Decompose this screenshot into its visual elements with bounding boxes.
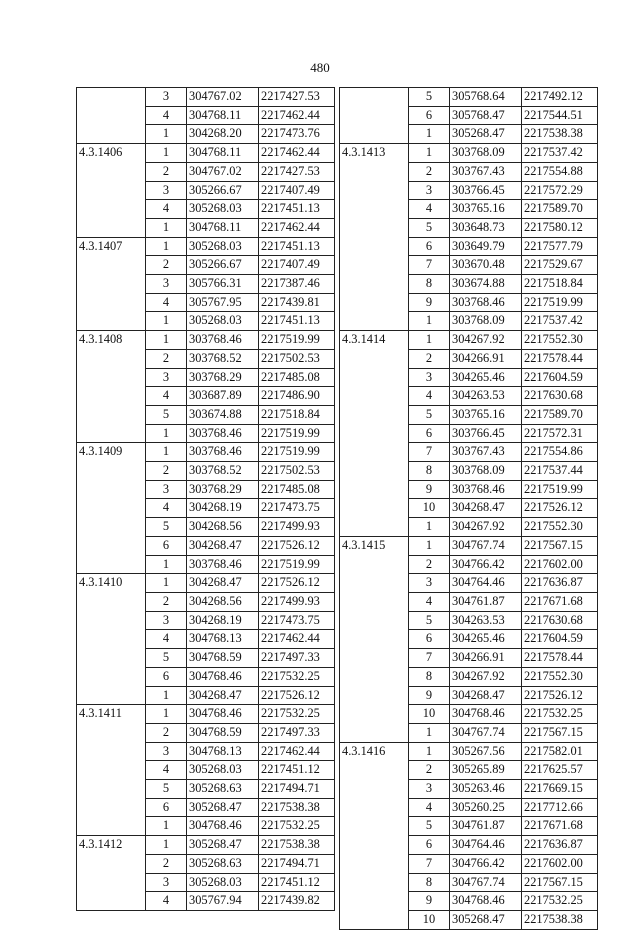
point-number: 1 — [146, 574, 187, 593]
point-number: 10 — [409, 499, 450, 518]
point-number: 5 — [146, 405, 187, 424]
x-coordinate: 304263.53 — [450, 611, 522, 630]
y-coordinate: 2217519.99 — [259, 424, 335, 443]
point-number: 1 — [146, 237, 187, 256]
point-number: 9 — [409, 892, 450, 911]
table-row — [77, 144, 335, 163]
point-number: 2 — [409, 761, 450, 780]
x-coordinate: 305268.63 — [187, 780, 259, 799]
y-coordinate: 2217526.12 — [522, 686, 598, 705]
point-number: 3 — [146, 88, 187, 107]
x-coordinate: 304768.46 — [187, 817, 259, 836]
point-number: 5 — [146, 780, 187, 799]
point-number: 5 — [409, 218, 450, 237]
y-coordinate: 2217526.12 — [259, 536, 335, 555]
point-number: 1 — [409, 312, 450, 331]
point-number: 5 — [146, 518, 187, 537]
y-coordinate: 2217499.93 — [259, 518, 335, 537]
point-number: 7 — [409, 443, 450, 462]
point-number: 9 — [409, 293, 450, 312]
point-number: 2 — [146, 462, 187, 481]
point-number: 3 — [146, 181, 187, 200]
point-number: 1 — [146, 424, 187, 443]
x-coordinate: 304267.92 — [450, 518, 522, 537]
point-number: 5 — [409, 611, 450, 630]
point-number: 4 — [409, 387, 450, 406]
point-number: 3 — [409, 181, 450, 200]
x-coordinate: 305268.03 — [187, 312, 259, 331]
x-coordinate: 303768.46 — [187, 443, 259, 462]
y-coordinate: 2217427.53 — [259, 162, 335, 181]
table-row — [77, 237, 335, 256]
y-coordinate: 2217451.13 — [259, 237, 335, 256]
x-coordinate: 303670.48 — [450, 256, 522, 275]
y-coordinate: 2217552.30 — [522, 331, 598, 350]
y-coordinate: 2217567.15 — [522, 873, 598, 892]
point-number: 1 — [146, 218, 187, 237]
point-number: 6 — [409, 424, 450, 443]
x-coordinate: 303768.46 — [187, 555, 259, 574]
point-number: 4 — [146, 630, 187, 649]
y-coordinate: 2217485.08 — [259, 480, 335, 499]
y-coordinate: 2217636.87 — [522, 574, 598, 593]
y-coordinate: 2217518.84 — [522, 275, 598, 294]
point-number: 8 — [409, 667, 450, 686]
x-coordinate: 305267.56 — [450, 742, 522, 761]
point-number: 3 — [146, 480, 187, 499]
x-coordinate: 304268.19 — [187, 499, 259, 518]
point-number: 4 — [409, 798, 450, 817]
y-coordinate: 2217589.70 — [522, 200, 598, 219]
x-coordinate: 305268.03 — [187, 237, 259, 256]
point-number: 4 — [146, 761, 187, 780]
y-coordinate: 2217582.01 — [522, 742, 598, 761]
point-number: 7 — [409, 649, 450, 668]
x-coordinate: 304768.59 — [187, 723, 259, 742]
parcel-id: 4.3.1408 — [77, 331, 146, 443]
y-coordinate: 2217625.57 — [522, 761, 598, 780]
parcel-id: 4.3.1412 — [77, 836, 146, 911]
y-coordinate: 2217532.25 — [259, 667, 335, 686]
point-number: 3 — [146, 873, 187, 892]
x-coordinate: 303674.88 — [450, 275, 522, 294]
y-coordinate: 2217630.68 — [522, 387, 598, 406]
point-number: 1 — [146, 817, 187, 836]
y-coordinate: 2217526.12 — [259, 686, 335, 705]
y-coordinate: 2217538.38 — [522, 910, 598, 929]
point-number: 5 — [409, 88, 450, 107]
y-coordinate: 2217532.25 — [259, 705, 335, 724]
point-number: 1 — [146, 144, 187, 163]
x-coordinate: 304266.91 — [450, 649, 522, 668]
x-coordinate: 304268.47 — [187, 574, 259, 593]
x-coordinate: 303768.46 — [450, 293, 522, 312]
point-number: 3 — [409, 574, 450, 593]
y-coordinate: 2217518.84 — [259, 405, 335, 424]
point-number: 2 — [146, 349, 187, 368]
y-coordinate: 2217671.68 — [522, 592, 598, 611]
x-coordinate: 303768.29 — [187, 480, 259, 499]
y-coordinate: 2217387.46 — [259, 275, 335, 294]
x-coordinate: 304768.13 — [187, 742, 259, 761]
point-number: 4 — [146, 106, 187, 125]
x-coordinate: 304768.11 — [187, 218, 259, 237]
x-coordinate: 304768.46 — [450, 705, 522, 724]
y-coordinate: 2217519.99 — [259, 555, 335, 574]
y-coordinate: 2217439.82 — [259, 892, 335, 911]
y-coordinate: 2217494.71 — [259, 780, 335, 799]
parcel-id — [77, 88, 146, 144]
point-number: 1 — [409, 125, 450, 144]
y-coordinate: 2217554.88 — [522, 162, 598, 181]
parcel-id: 4.3.1413 — [340, 144, 409, 331]
point-number: 3 — [146, 368, 187, 387]
point-number: 1 — [146, 443, 187, 462]
parcel-id: 4.3.1414 — [340, 331, 409, 537]
point-number: 2 — [409, 162, 450, 181]
y-coordinate: 2217519.99 — [259, 443, 335, 462]
point-number: 8 — [409, 275, 450, 294]
x-coordinate: 304766.42 — [450, 555, 522, 574]
x-coordinate: 304268.47 — [450, 499, 522, 518]
point-number: 6 — [409, 106, 450, 125]
x-coordinate: 304767.74 — [450, 723, 522, 742]
x-coordinate: 304761.87 — [450, 817, 522, 836]
point-number: 1 — [409, 331, 450, 350]
y-coordinate: 2217572.31 — [522, 424, 598, 443]
table-row — [77, 331, 335, 350]
point-number: 7 — [409, 854, 450, 873]
page-number: 480 — [310, 60, 330, 75]
point-number: 9 — [409, 480, 450, 499]
y-coordinate: 2217538.38 — [259, 798, 335, 817]
y-coordinate: 2217577.79 — [522, 237, 598, 256]
point-number: 8 — [409, 873, 450, 892]
x-coordinate: 304766.42 — [450, 854, 522, 873]
point-number: 6 — [146, 798, 187, 817]
y-coordinate: 2217538.38 — [259, 836, 335, 855]
point-number: 2 — [409, 349, 450, 368]
table-row — [340, 742, 598, 761]
x-coordinate: 304268.47 — [187, 686, 259, 705]
x-coordinate: 304768.13 — [187, 630, 259, 649]
point-number: 5 — [146, 649, 187, 668]
y-coordinate: 2217552.30 — [522, 667, 598, 686]
y-coordinate: 2217669.15 — [522, 780, 598, 799]
y-coordinate: 2217462.44 — [259, 106, 335, 125]
x-coordinate: 305268.47 — [450, 125, 522, 144]
point-number: 10 — [409, 910, 450, 929]
y-coordinate: 2217578.44 — [522, 649, 598, 668]
point-number: 3 — [146, 742, 187, 761]
y-coordinate: 2217497.33 — [259, 723, 335, 742]
point-number: 2 — [409, 555, 450, 574]
y-coordinate: 2217439.81 — [259, 293, 335, 312]
table-row — [340, 331, 598, 350]
x-coordinate: 304268.19 — [187, 611, 259, 630]
y-coordinate: 2217462.44 — [259, 742, 335, 761]
x-coordinate: 305268.03 — [187, 761, 259, 780]
point-number: 1 — [146, 312, 187, 331]
y-coordinate: 2217451.12 — [259, 761, 335, 780]
x-coordinate: 303768.46 — [187, 331, 259, 350]
x-coordinate: 305260.25 — [450, 798, 522, 817]
point-number: 4 — [409, 200, 450, 219]
y-coordinate: 2217502.53 — [259, 462, 335, 481]
point-number: 1 — [409, 518, 450, 537]
point-number: 4 — [146, 387, 187, 406]
point-number: 9 — [409, 686, 450, 705]
x-coordinate: 305268.63 — [187, 854, 259, 873]
y-coordinate: 2217494.71 — [259, 854, 335, 873]
x-coordinate: 304761.87 — [450, 592, 522, 611]
point-number: 4 — [146, 200, 187, 219]
x-coordinate: 303674.88 — [187, 405, 259, 424]
x-coordinate: 304768.46 — [187, 667, 259, 686]
point-number: 5 — [409, 405, 450, 424]
y-coordinate: 2217473.75 — [259, 499, 335, 518]
x-coordinate: 304767.74 — [450, 873, 522, 892]
x-coordinate: 304268.47 — [450, 686, 522, 705]
y-coordinate: 2217544.51 — [522, 106, 598, 125]
x-coordinate: 305766.31 — [187, 275, 259, 294]
y-coordinate: 2217529.67 — [522, 256, 598, 275]
parcel-id: 4.3.1416 — [340, 742, 409, 929]
y-coordinate: 2217580.12 — [522, 218, 598, 237]
y-coordinate: 2217407.49 — [259, 256, 335, 275]
table-row — [77, 443, 335, 462]
y-coordinate: 2217572.29 — [522, 181, 598, 200]
x-coordinate: 305266.67 — [187, 181, 259, 200]
point-number: 3 — [409, 780, 450, 799]
y-coordinate: 2217537.44 — [522, 462, 598, 481]
point-number: 4 — [146, 892, 187, 911]
y-coordinate: 2217537.42 — [522, 312, 598, 331]
point-number: 7 — [409, 256, 450, 275]
point-number: 6 — [409, 836, 450, 855]
coordinates-table-left — [76, 87, 335, 911]
x-coordinate: 304268.56 — [187, 592, 259, 611]
x-coordinate: 305768.64 — [450, 88, 522, 107]
parcel-id: 4.3.1411 — [77, 705, 146, 836]
x-coordinate: 303648.73 — [450, 218, 522, 237]
x-coordinate: 303768.46 — [450, 480, 522, 499]
y-coordinate: 2217407.49 — [259, 181, 335, 200]
x-coordinate: 303768.52 — [187, 462, 259, 481]
x-coordinate: 303767.43 — [450, 443, 522, 462]
y-coordinate: 2217499.93 — [259, 592, 335, 611]
x-coordinate: 303768.09 — [450, 462, 522, 481]
point-number: 3 — [409, 368, 450, 387]
y-coordinate: 2217604.59 — [522, 630, 598, 649]
y-coordinate: 2217567.15 — [522, 723, 598, 742]
point-number: 1 — [146, 331, 187, 350]
y-coordinate: 2217519.99 — [259, 331, 335, 350]
x-coordinate: 304265.46 — [450, 630, 522, 649]
point-number: 2 — [146, 854, 187, 873]
x-coordinate: 305268.47 — [450, 910, 522, 929]
table-row — [77, 574, 335, 593]
table-row — [77, 88, 335, 107]
table-row — [340, 88, 598, 107]
y-coordinate: 2217532.25 — [259, 817, 335, 836]
y-coordinate: 2217526.12 — [522, 499, 598, 518]
y-coordinate: 2217473.76 — [259, 125, 335, 144]
point-number: 5 — [409, 817, 450, 836]
x-coordinate: 303687.89 — [187, 387, 259, 406]
x-coordinate: 305767.94 — [187, 892, 259, 911]
point-number: 4 — [409, 592, 450, 611]
y-coordinate: 2217532.25 — [522, 892, 598, 911]
x-coordinate: 304268.47 — [187, 536, 259, 555]
point-number: 2 — [146, 592, 187, 611]
x-coordinate: 303768.09 — [450, 144, 522, 163]
point-number: 2 — [146, 256, 187, 275]
y-coordinate: 2217602.00 — [522, 854, 598, 873]
x-coordinate: 304267.92 — [450, 331, 522, 350]
x-coordinate: 303765.16 — [450, 405, 522, 424]
x-coordinate: 305263.46 — [450, 780, 522, 799]
x-coordinate: 304265.46 — [450, 368, 522, 387]
point-number: 2 — [146, 723, 187, 742]
point-number: 1 — [409, 536, 450, 555]
y-coordinate: 2217502.53 — [259, 349, 335, 368]
table-row — [340, 536, 598, 555]
y-coordinate: 2217473.75 — [259, 611, 335, 630]
x-coordinate: 305268.03 — [187, 873, 259, 892]
point-number: 4 — [146, 499, 187, 518]
parcel-id: 4.3.1409 — [77, 443, 146, 574]
y-coordinate: 2217630.68 — [522, 611, 598, 630]
x-coordinate: 304266.91 — [450, 349, 522, 368]
y-coordinate: 2217462.44 — [259, 630, 335, 649]
point-number: 1 — [146, 705, 187, 724]
x-coordinate: 304767.02 — [187, 88, 259, 107]
y-coordinate: 2217552.30 — [522, 518, 598, 537]
y-coordinate: 2217485.08 — [259, 368, 335, 387]
x-coordinate: 303766.45 — [450, 181, 522, 200]
table-row — [340, 144, 598, 163]
point-number: 8 — [409, 462, 450, 481]
point-number: 2 — [146, 162, 187, 181]
x-coordinate: 304764.46 — [450, 574, 522, 593]
point-number: 1 — [146, 836, 187, 855]
x-coordinate: 305265.89 — [450, 761, 522, 780]
y-coordinate: 2217604.59 — [522, 368, 598, 387]
x-coordinate: 305768.47 — [450, 106, 522, 125]
x-coordinate: 303768.46 — [187, 424, 259, 443]
point-number: 3 — [146, 611, 187, 630]
parcel-id: 4.3.1406 — [77, 144, 146, 238]
x-coordinate: 304768.46 — [450, 892, 522, 911]
y-coordinate: 2217497.33 — [259, 649, 335, 668]
y-coordinate: 2217492.12 — [522, 88, 598, 107]
x-coordinate: 305268.47 — [187, 798, 259, 817]
point-number: 1 — [146, 686, 187, 705]
x-coordinate: 304768.59 — [187, 649, 259, 668]
point-number: 1 — [146, 125, 187, 144]
x-coordinate: 304768.46 — [187, 705, 259, 724]
point-number: 6 — [409, 237, 450, 256]
point-number: 1 — [409, 723, 450, 742]
y-coordinate: 2217486.90 — [259, 387, 335, 406]
x-coordinate: 304268.56 — [187, 518, 259, 537]
y-coordinate: 2217526.12 — [259, 574, 335, 593]
y-coordinate: 2217519.99 — [522, 293, 598, 312]
point-number: 1 — [409, 144, 450, 163]
parcel-id: 4.3.1410 — [77, 574, 146, 705]
x-coordinate: 305268.47 — [187, 836, 259, 855]
x-coordinate: 304263.53 — [450, 387, 522, 406]
y-coordinate: 2217602.00 — [522, 555, 598, 574]
parcel-id — [340, 88, 409, 144]
y-coordinate: 2217427.53 — [259, 88, 335, 107]
point-number: 1 — [146, 555, 187, 574]
table-row — [77, 836, 335, 855]
point-number: 6 — [409, 630, 450, 649]
x-coordinate: 304267.92 — [450, 667, 522, 686]
point-number: 4 — [146, 293, 187, 312]
y-coordinate: 2217671.68 — [522, 817, 598, 836]
y-coordinate: 2217532.25 — [522, 705, 598, 724]
x-coordinate: 304768.11 — [187, 144, 259, 163]
y-coordinate: 2217712.66 — [522, 798, 598, 817]
y-coordinate: 2217636.87 — [522, 836, 598, 855]
x-coordinate: 304268.20 — [187, 125, 259, 144]
point-number: 10 — [409, 705, 450, 724]
y-coordinate: 2217578.44 — [522, 349, 598, 368]
point-number: 3 — [146, 275, 187, 294]
y-coordinate: 2217519.99 — [522, 480, 598, 499]
point-number: 6 — [146, 667, 187, 686]
coordinates-table-right — [339, 87, 598, 930]
x-coordinate: 305767.95 — [187, 293, 259, 312]
parcel-id: 4.3.1415 — [340, 536, 409, 742]
table-row — [77, 705, 335, 724]
y-coordinate: 2217462.44 — [259, 218, 335, 237]
y-coordinate: 2217589.70 — [522, 405, 598, 424]
x-coordinate: 303766.45 — [450, 424, 522, 443]
x-coordinate: 304764.46 — [450, 836, 522, 855]
y-coordinate: 2217462.44 — [259, 144, 335, 163]
y-coordinate: 2217451.13 — [259, 200, 335, 219]
x-coordinate: 303767.43 — [450, 162, 522, 181]
point-number: 6 — [146, 536, 187, 555]
y-coordinate: 2217538.38 — [522, 125, 598, 144]
x-coordinate: 303768.29 — [187, 368, 259, 387]
y-coordinate: 2217554.86 — [522, 443, 598, 462]
x-coordinate: 303768.52 — [187, 349, 259, 368]
x-coordinate: 303649.79 — [450, 237, 522, 256]
x-coordinate: 304767.02 — [187, 162, 259, 181]
x-coordinate: 305266.67 — [187, 256, 259, 275]
x-coordinate: 303768.09 — [450, 312, 522, 331]
parcel-id: 4.3.1407 — [77, 237, 146, 331]
x-coordinate: 305268.03 — [187, 200, 259, 219]
y-coordinate: 2217451.13 — [259, 312, 335, 331]
y-coordinate: 2217451.12 — [259, 873, 335, 892]
x-coordinate: 304767.74 — [450, 536, 522, 555]
point-number: 1 — [409, 742, 450, 761]
x-coordinate: 303765.16 — [450, 200, 522, 219]
x-coordinate: 304768.11 — [187, 106, 259, 125]
y-coordinate: 2217567.15 — [522, 536, 598, 555]
y-coordinate: 2217537.42 — [522, 144, 598, 163]
